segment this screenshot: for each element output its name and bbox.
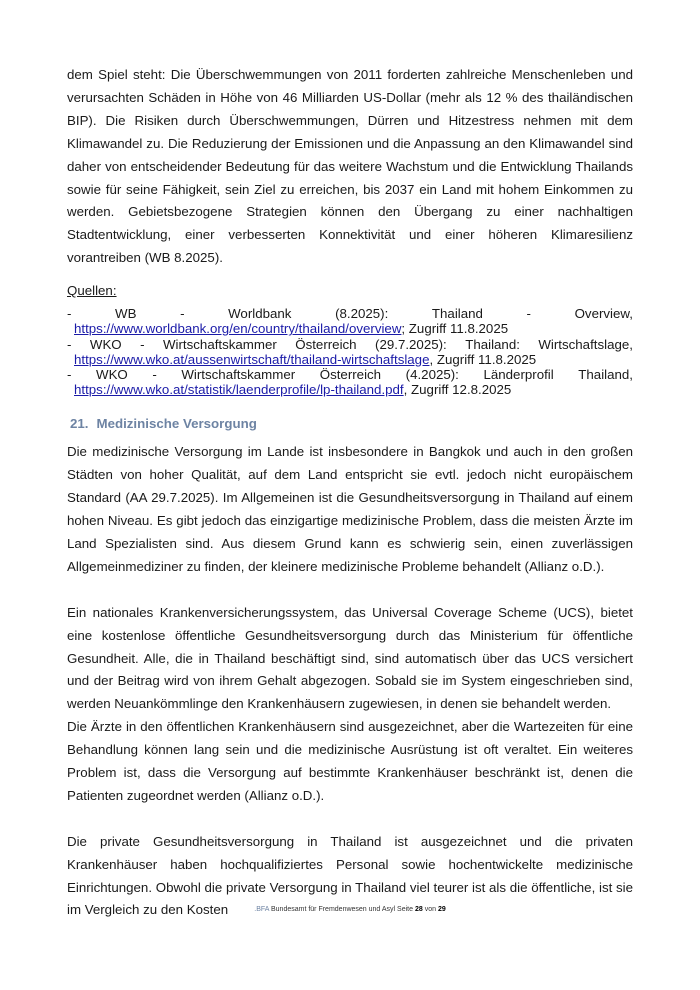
source-access-date: , Zugriff 12.8.2025 xyxy=(403,382,512,398)
source-word: - xyxy=(526,306,531,322)
sources-list xyxy=(67,306,633,397)
source-link[interactable]: https://www.wko.at/aussenwirtschaft/thailand-wirtschaftslage xyxy=(74,351,430,367)
source-access-date: , Zugriff 11.8.2025 xyxy=(429,351,537,367)
source-word: Österreich xyxy=(319,366,382,382)
footer-page-number: 28 xyxy=(414,906,423,913)
document-page xyxy=(67,64,633,922)
source-word: Thailand: xyxy=(465,336,520,352)
source-word: Thailand xyxy=(431,306,483,322)
source-word: WB xyxy=(115,306,137,322)
paragraph-gap xyxy=(67,808,633,831)
page-footer xyxy=(0,906,700,913)
source-word: Wirtschaftslage, xyxy=(538,336,633,352)
source-item xyxy=(67,337,633,367)
paragraph-gap xyxy=(67,579,633,602)
sources-title: Quellen: xyxy=(67,283,117,299)
source-word: - xyxy=(180,306,185,322)
source-word: (29.7.2025): xyxy=(375,336,447,352)
source-word: WKO xyxy=(89,336,122,352)
section-number: 21. xyxy=(70,416,89,432)
footer-page-total: 29 xyxy=(437,906,446,913)
section-title: Medizinische Versorgung xyxy=(96,416,257,432)
source-word: - xyxy=(67,366,72,382)
section-paragraph: Die medizinische Versorgung im Lande ist insbesondere in Bangkok und auch in den großen Städten von hoher Qualität, auf dem Land entspricht sie evtl. jedoch nicht europäischem Standard (AA 29.7.2025). Im Allgemeinen ist die Gesundheitsversorgung in Thailand auf einem hohen Niveau. Es gibt jedoch das einzigartige medizinische Problem, dass die meisten Ärzte im Land Spezialisten sind. Aus diesem Grund kann es schwierig sein, einen zuverlässigen Allgemeinmediziner zu finden, der kleinere medizinische Probleme behandelt (Allianz o.D.). xyxy=(67,444,633,574)
footer-text: Bundesamt für Fremdenwesen und Asyl Seite xyxy=(270,906,414,913)
source-word: Wirtschaftskammer xyxy=(163,336,277,352)
source-word: - xyxy=(140,336,145,352)
source-word: - xyxy=(152,366,157,382)
source-word: Wirtschaftskammer xyxy=(181,366,296,382)
intro-paragraph: dem Spiel steht: Die Überschwemmungen von 2011 forderten zahlreiche Menschenleben und verursachten Schäden in Höhe von 46 Milliarden US-Dollar (mehr als 12 % des thailändischen BIP). Die Risiken durch Überschwemmungen, Dürren und Hitzestress nehmen mit dem Klimawandel zu. Die Reduzierung der Emissionen und die Anpassung an den Klimawandel sind daher von entscheidender Bedeutung für das weitere Wachstum und die Entwicklung Thailands sowie für seine Fähigkeit, sein Ziel zu erreichen, bis 2037 ein Land mit hohem Einkommen zu werden. Gebietsbezogene Strategien können den Übergang zu einer nachhaltigen Stadtentwicklung, einer verbesserten Konnektivität und einer höheren Klimaresilienz vorantreiben (WB 8.2025). xyxy=(67,67,633,266)
section-heading xyxy=(67,415,633,433)
source-word: Overview, xyxy=(574,306,633,322)
source-word: WKO xyxy=(96,366,128,382)
source-word: (8.2025): xyxy=(335,306,389,322)
source-word: (4.2025): xyxy=(405,366,459,382)
source-item xyxy=(67,306,633,336)
source-word: Worldbank xyxy=(228,306,292,322)
section-paragraph: Die private Gesundheitsversorgung in Thailand ist ausgezeichnet und die privaten Krankenhäuser haben hochqualifiziertes Personal sowie hochentwickelte medizinische Einrichtungen. Obwohl die private Versorgung in Thailand viel teurer ist als die öffentliche, ist sie im Vergleich zu den Kosten xyxy=(67,833,633,918)
source-item xyxy=(67,367,633,397)
source-link[interactable]: https://www.worldbank.org/en/country/thailand/overview xyxy=(74,321,402,337)
source-link[interactable]: https://www.wko.at/statistik/laenderprofile/lp-thailand.pdf xyxy=(74,382,404,398)
source-word: - xyxy=(67,336,72,352)
footer-brand-logo: .BFA xyxy=(254,906,270,913)
footer-of: von xyxy=(424,906,437,913)
source-word: Thailand, xyxy=(578,366,633,382)
section-paragraph: Ein nationales Krankenversicherungssystem, das Universal Coverage Scheme (UCS), bietet eine kostenlose öffentliche Gesundheitsversorgung durch das Ministerium für öffentliche Gesundheit. Alle, die in Thailand beschäftigt sind, sind automatisch über das UCS versichert und der Beitrag wird von ihrem Gehalt abgezogen. Sobald sie im System eingeschrieben sind, werden Neuankömmlinge den Krankenhäusern zugewiesen, in denen sie behandelt werden. xyxy=(67,604,633,712)
section-paragraph: Die Ärzte in den öffentlichen Krankenhäusern sind ausgezeichnet, aber die Wartezeiten für eine Behandlung können lang sein und die medizinische Ausrüstung ist oft veraltet. Ein weiteres Problem ist, dass die Versorgung auf bestimmte Krankenhäuser beschränkt ist, denen die Patienten zugeordnet werden (Allianz o.D.). xyxy=(67,719,633,803)
source-word: Länderprofil xyxy=(483,366,554,382)
source-word: - xyxy=(67,306,72,322)
source-access-date: ; Zugriff 11.8.2025 xyxy=(401,321,509,337)
source-word: Österreich xyxy=(295,336,357,352)
